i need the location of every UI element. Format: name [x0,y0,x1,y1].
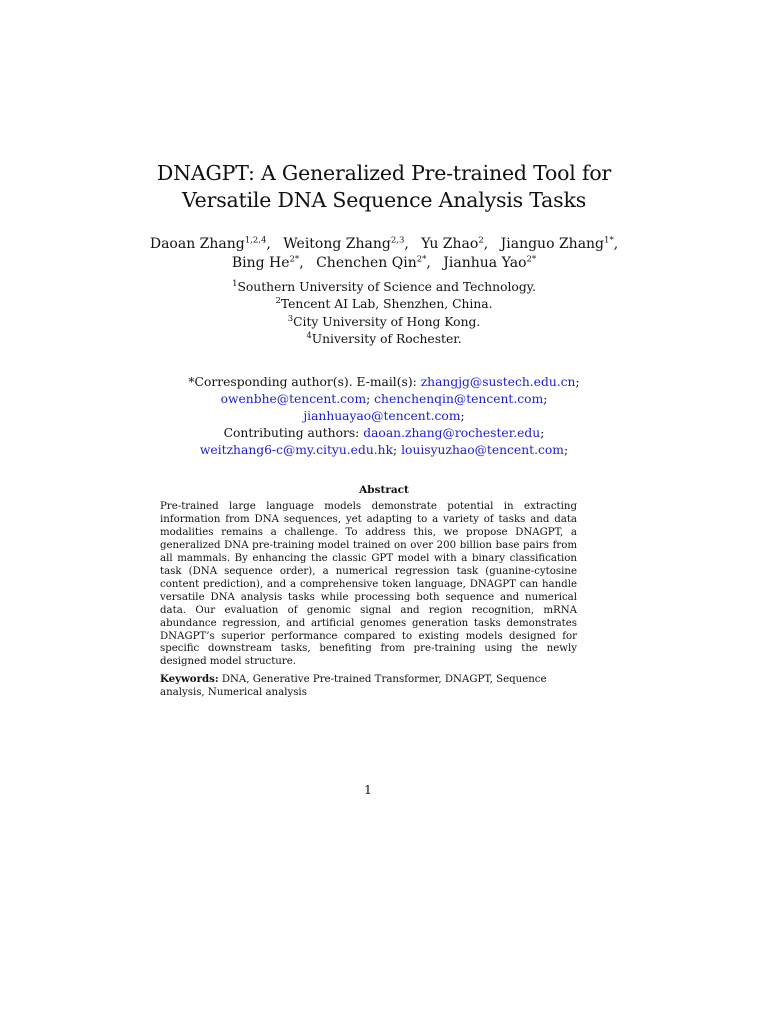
author-name: Weitong Zhang [283,236,391,252]
author-name: Jianhua Yao [443,255,527,271]
author-affiliation-mark: 1,2,4 [244,235,267,246]
author: Daoan Zhang$^{1,2,4}$, [149,235,271,252]
email-link[interactable]: louisyuzhao@tencent.com [401,443,564,457]
affiliation-list [84,279,684,349]
email-link[interactable]: daoan.zhang@rochester.edu [363,426,541,440]
author-affiliation-mark: 2* [526,254,537,265]
author-affiliation-mark: 2* [416,254,427,265]
affiliation-text: City University of Hong Kong. [293,314,481,329]
affiliation-text: Tencent AI Lab, Shenzhen, China. [280,297,493,312]
affiliation-mark: 4 [306,331,312,342]
author-affiliation-mark: 2,3 [390,235,405,246]
author-affiliation-mark: 1* [604,235,614,246]
email-link[interactable]: zhangjg@sustech.edu.cn [420,375,576,389]
contact-line-1: *Corresponding author(s). E-mail(s): zhangjg@sustech.edu.cn; [188,375,580,389]
author-line-1 [84,235,684,254]
paper-title [84,160,684,214]
author-line-2 [84,254,684,273]
contact-line-4: Contributing authors: daoan.zhang@rochester.edu; [223,426,545,440]
keywords-text: DNA, Generative Pre-trained Transformer, DNAGPT, Sequence analysis, Numerical analysis [160,674,547,698]
author-name: Daoan Zhang [149,236,245,252]
contact-line-2: owenbhe@tencent.com; chenchenqin@tencent.com; [220,392,548,406]
affiliation-text: University of Rochester. [311,332,462,347]
abstract-heading: Abstract [359,484,409,496]
affiliation [84,314,684,331]
email-link[interactable]: weitzhang6-c@my.cityu.edu.hk [199,443,394,457]
author: Weitong Zhang$^{2,3}$, [283,235,409,252]
contact-line-5: weitzhang6-c@my.cityu.edu.hk; louisyuzhao@tencent.com; [199,443,569,457]
contact-block [84,374,684,459]
affiliation [84,296,684,313]
author: Chenchen Qin$^{2*}$, [316,254,431,271]
email-link[interactable]: chenchenqin@tencent.com [374,392,544,406]
author-list [84,235,684,273]
email-link[interactable]: owenbhe@tencent.com [220,392,367,406]
affiliation-mark: 1 [232,278,238,289]
author [443,255,536,271]
affiliation [84,331,684,348]
author-affiliation-mark: 2 [478,235,484,246]
title-line-2: Versatile DNA Sequence Analysis Tasks [181,188,587,212]
title-line-1: DNAGPT: A Generalized Pre-trained Tool for [156,161,612,185]
author-name: Chenchen Qin [316,255,417,271]
affiliation-mark: 2 [275,296,281,307]
affiliation-mark: 3 [287,313,294,324]
keywords [160,673,577,700]
page-number: 1 [364,782,372,797]
author: Yu Zhao$^2$, [421,235,489,252]
abstract-text: Pre-trained large language models demonstrate potential in extracting information from DNA sequences, yet adapting to a variety of tasks and data modalities remains a challenge. To address this, we propose DNAGPT, a generalized DNA pre-training model trained on over 200 billion base pairs from all mammals. By enhancing the classic GPT model with a binary classification task (DNA sequence order), a numerical regression task (guanine-cytosine content prediction), and a comprehensive token language, DNAGPT can handle versatile DNA analysis tasks while processing both sequence and numerical data. Our evaluation of genomic signal and region recognition, mRNA abundance regression, and artificial genomes generation tasks demonstrates DNAGPT’s superior performance compared to existing models designed for specific downstream tasks, benefiting from pre-training using the newly designed model structure. [160,501,577,668]
author-name: Jianguo Zhang [500,236,605,252]
contributing-label: Contributing authors: [223,426,364,440]
affiliation-text: Southern University of Science and Technology. [237,280,536,294]
author: Bing $He^{2*}$, [231,254,304,271]
author-affiliation-mark: 2* [289,254,300,265]
email-link[interactable]: jianhuayao@tencent.com [303,409,461,423]
author: Jianguo Zhang$^{1*}$, [500,235,619,252]
author-name: Bing He [231,255,290,271]
contact-line-3: jianhuayao@tencent.com; [303,409,465,423]
author-name: Yu Zhao [421,236,479,252]
keywords-label: Keywords: [160,673,219,685]
corresponding-label: *Corresponding author(s). E-mail(s): [188,375,421,389]
affiliation [84,279,684,296]
